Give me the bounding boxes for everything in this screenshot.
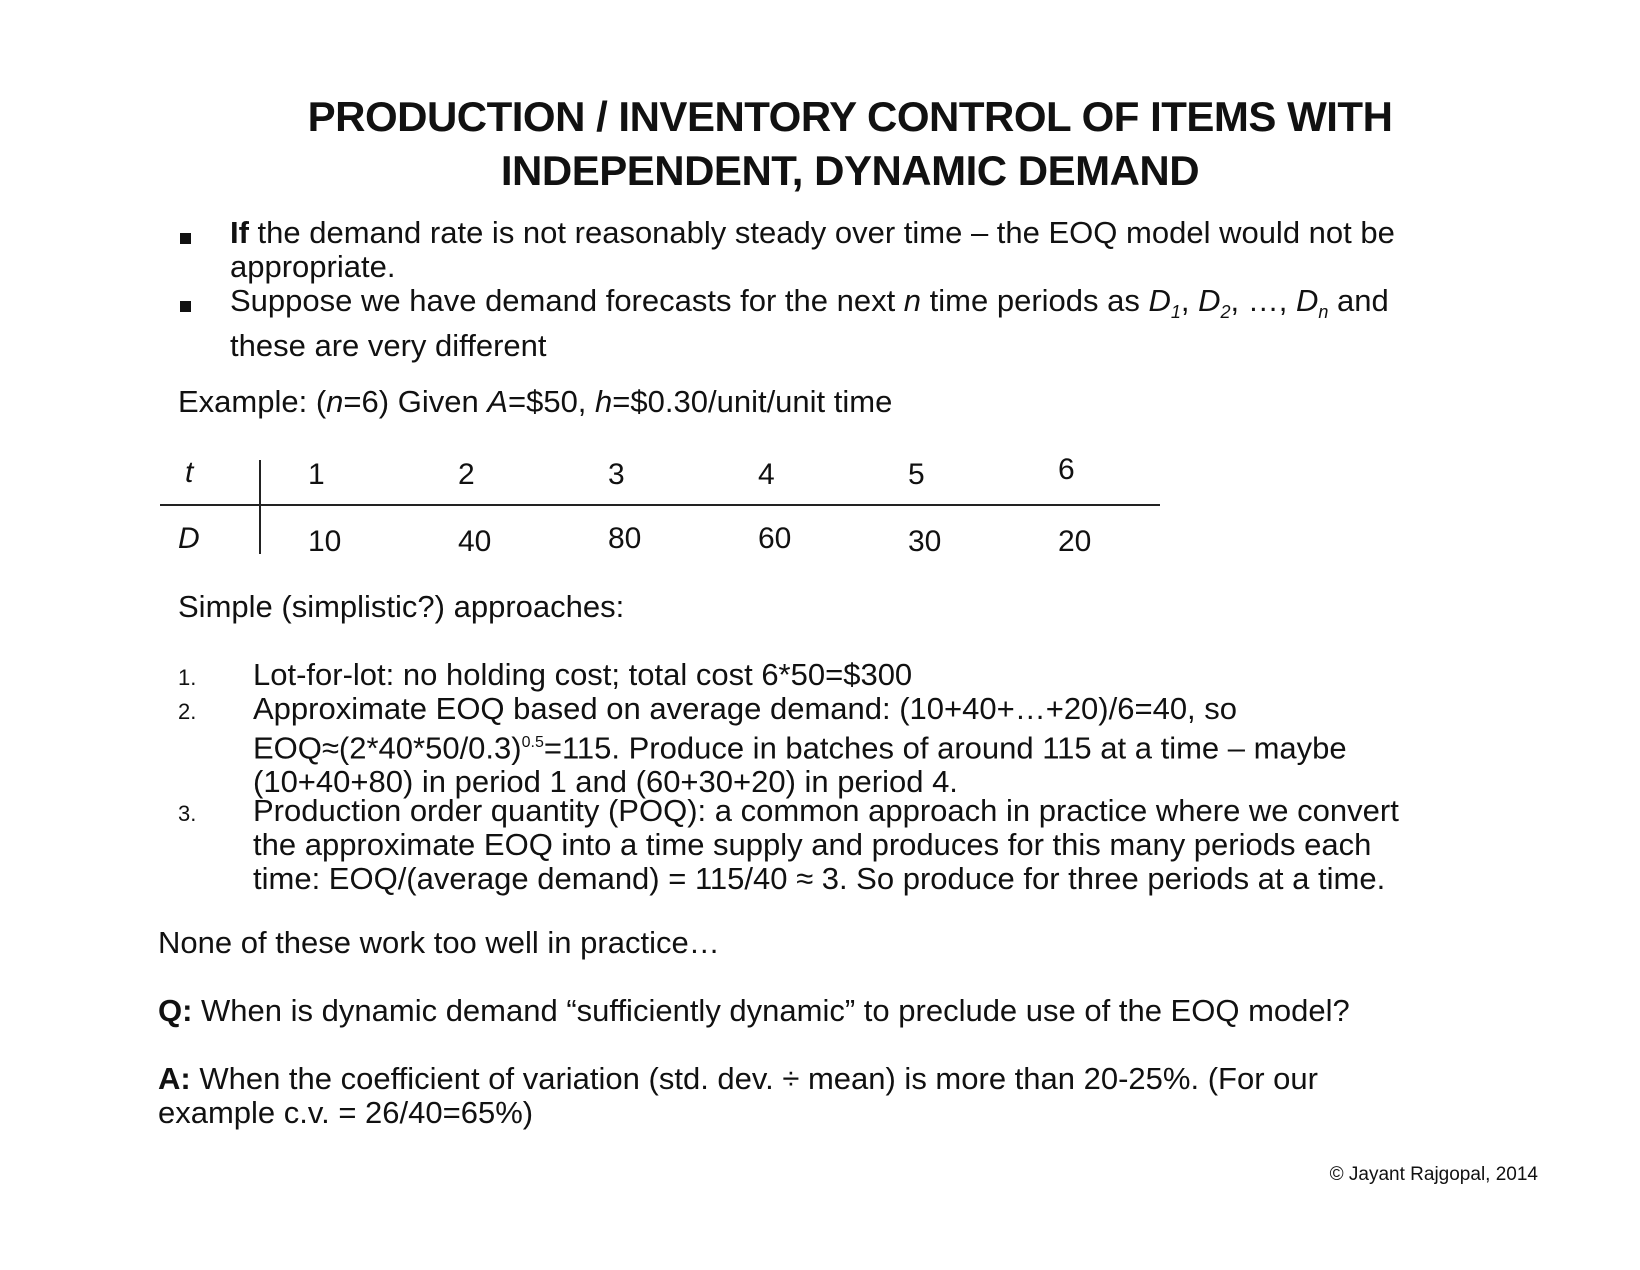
table-cell-demand: 40 [458, 525, 492, 558]
bullet-1-lead: If [230, 215, 249, 250]
q-text: When is dynamic demand “sufficiently dynamic” to preclude use of the EOQ model? [192, 993, 1350, 1028]
approach-3-line: Production order quantity (POQ): a common approach in practice where we convert [253, 793, 1399, 828]
approach-2-line: =115. Produce in batches of around 115 at a time – maybe [543, 730, 1347, 766]
bullet-2-sep-2: , …, [1230, 283, 1296, 318]
example-text-a: Example: ( [178, 384, 327, 419]
table-cell-demand: 30 [908, 525, 942, 558]
approach-3-line: the approximate EOQ into a time supply and produces for this many periods each [253, 827, 1372, 862]
approach-2-line: EOQ≈(2*40*50/0.3) [253, 730, 522, 766]
title-line-1: PRODUCTION / INVENTORY CONTROL OF ITEMS WITH [307, 93, 1393, 140]
approach-1 [253, 658, 912, 692]
bullet-2-line-2: these are very different [230, 328, 547, 364]
approach-3 [253, 794, 1399, 896]
answer-block [158, 1062, 1318, 1130]
table-cell-period: 3 [608, 458, 625, 491]
q-label: Q: [158, 993, 193, 1028]
example-n: n [326, 384, 344, 419]
table-cell-period: 2 [458, 458, 475, 491]
bullet-2-text-c: and [1328, 283, 1389, 318]
approaches-heading: Simple (simplistic?) approaches: [178, 589, 625, 624]
approach-2-line: (10+40+80) in period 1 and (60+30+20) in period 4. [253, 764, 958, 800]
demand-d2: D [1198, 283, 1221, 318]
a-label: A: [158, 1061, 191, 1096]
list-number: 2. [178, 699, 197, 724]
bullet-2-text-b: time periods as [921, 283, 1149, 318]
table-cell-period: 6 [1058, 453, 1075, 486]
table-cell-demand: 20 [1058, 525, 1092, 558]
table-row-label-t: t [185, 456, 194, 489]
approach-1-line: Lot-for-lot: no holding cost; total cost 6*50=$300 [253, 657, 913, 692]
table-vertical-rule [259, 460, 261, 554]
list-number: 3. [178, 801, 197, 826]
approach-2-line: Approximate EOQ based on average demand: (10+40+…+20)/6=40, so [253, 691, 1238, 726]
table-horizontal-rule [160, 504, 1160, 506]
eoq-exponent: 0.5 [521, 734, 544, 751]
copyright-footer: © Jayant Rajgopal, 2014 [1329, 1164, 1538, 1185]
approach-3-line: time: EOQ/(average demand) = 115/40 ≈ 3. So produce for three periods at a time. [253, 861, 1386, 896]
approach-2 [253, 692, 1347, 799]
example-text-b: =6) Given [343, 384, 488, 419]
bullet-2-n: n [903, 283, 922, 318]
demand-d2-sub: 2 [1220, 302, 1231, 323]
table-cell-demand: 60 [758, 522, 792, 555]
none-line: None of these work too well in practice… [158, 925, 720, 960]
example-line [178, 385, 892, 419]
list-number: 1. [178, 665, 197, 690]
bullet-2-sep-1: , [1180, 283, 1199, 318]
bullet-1-line-1: the demand rate is not reasonably steady over time – the EOQ model would not be [248, 215, 1395, 250]
table-cell-period: 4 [758, 458, 775, 491]
bullet-2-text-a: Suppose we have demand forecasts for the next [230, 283, 904, 318]
question-line [158, 994, 1350, 1028]
a-line-1: When the coefficient of variation (std. dev. ÷ mean) is more than 20-25%. (For our [190, 1061, 1318, 1096]
a-line-2: example c.v. = 26/40=65%) [158, 1095, 534, 1130]
example-h: h [595, 384, 613, 419]
table-cell-demand: 80 [608, 522, 642, 555]
table-row-label-d: D [178, 522, 200, 555]
title-line-2: INDEPENDENT, DYNAMIC DEMAND [500, 147, 1200, 194]
demand-d1-sub: 1 [1170, 302, 1181, 323]
demand-dn-sub: n [1318, 302, 1329, 323]
demand-d1: D [1148, 283, 1171, 318]
bullet-1-line-2: appropriate. [230, 249, 396, 284]
example-text-d: =$0.30/unit/unit time [612, 384, 893, 419]
page-title [0, 90, 1640, 198]
bullet-marker [180, 233, 191, 244]
example-A: A [487, 384, 508, 419]
bullet-1 [230, 216, 1395, 284]
table-cell-demand: 10 [308, 525, 342, 558]
table-cell-period: 5 [908, 458, 925, 491]
demand-dn: D [1295, 283, 1319, 318]
bullet-2 [230, 284, 1389, 363]
table-cell-period: 1 [308, 458, 325, 491]
bullet-marker [180, 301, 191, 312]
example-text-c: =$50, [507, 384, 596, 419]
